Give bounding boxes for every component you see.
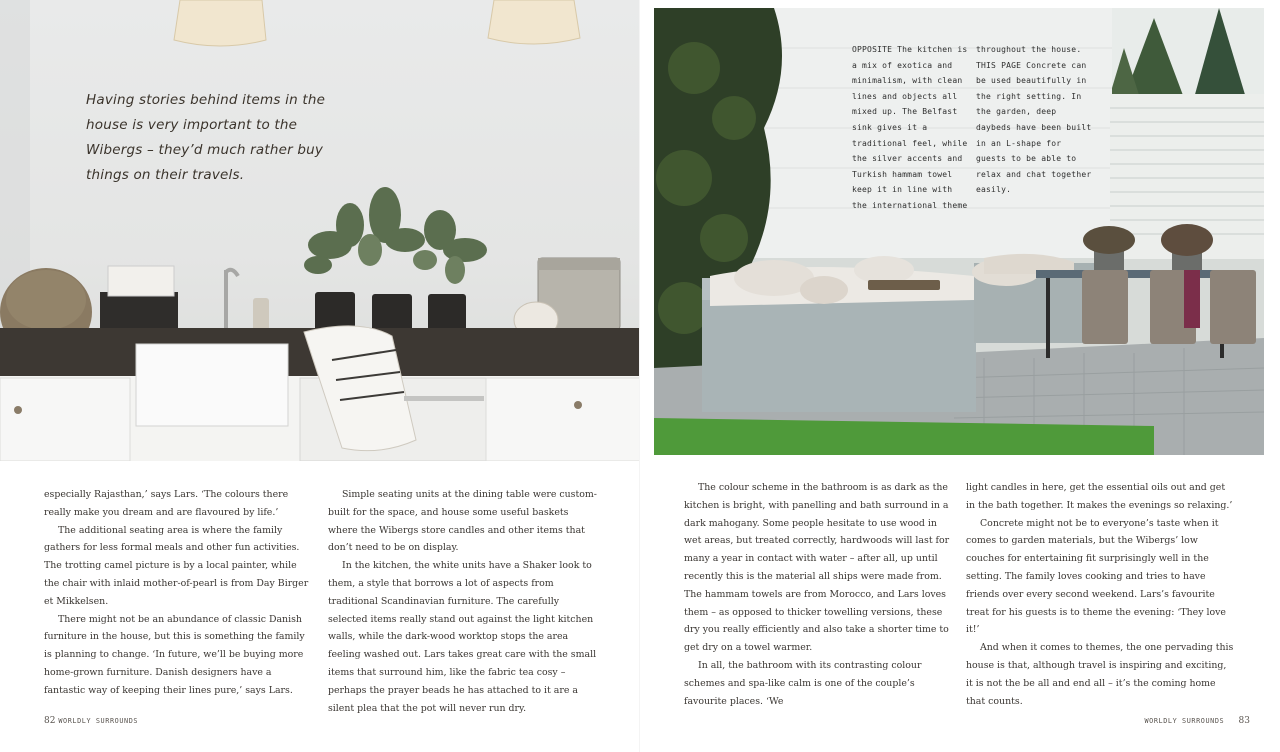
right-page — [640, 0, 1280, 752]
paragraph: especially Rajasthan,’ says Lars. ‘The colours there really make you dream and are flavoured by life.’ — [44, 489, 289, 518]
page-number: 83 — [1238, 716, 1250, 726]
right-folio — [1144, 716, 1250, 726]
paragraph: In the kitchen, the white units have a Shaker look to them, a style that borrows a lot of aspects from traditional Scandinavian furniture. The carefully selected items really stand out against the light kitchen walls, while the dark-wood worktop stops the area feeling washed out. Lars takes great care with the small items that surround him, like the fabric tea cosy – perhaps the prayer beads he has attached to it are a silent plea that the pot will never run dry. — [328, 560, 597, 714]
paragraph: Concrete might not be to everyone’s taste when it comes to garden materials, but the Wibergs’ low couches for entertaining fit surprisingly well in the setting. The family loves cooking and tries to have friends over every second weekend. Lars’s favourite treat for his guests is to theme the evening: ‘They love it!’ — [966, 517, 1226, 636]
left-folio — [44, 716, 138, 726]
left-page-column-2 — [328, 486, 598, 717]
section-name: WORLDLY SURROUNDS — [58, 717, 139, 725]
kitchen-illustration — [0, 0, 640, 461]
garden-photo — [654, 8, 1264, 455]
right-page-column-1 — [684, 479, 954, 710]
kitchen-photo — [0, 0, 640, 461]
paragraph: The additional seating area is where the family gathers for less formal meals and other fun activities. The trotting camel picture is by a local painter, while the chair with inlaid mother-of-pearl is from Day Birger et Mikkelsen. — [44, 524, 309, 607]
paragraph: Simple seating units at the dining table were custom-built for the space, and house some useful baskets where the Wibergs store candles and other items that don’t need to be on display. — [328, 489, 597, 554]
photo-caption: OPPOSITE The kitchen is a mix of exotica and minimalism, with clean lines and objects all mixed up. The Belfast sink gives it a traditional feel, while the silver accents and Turkish hammam towel keep it in line with the international theme throughout the house. THIS PAGE Concrete can be used beautifully in the right setting. In the garden, deep daybeds have been built in an L-shape for guests to be able to relax and chat together easily. — [852, 45, 1092, 210]
paragraph: The colour scheme in the bathroom is as dark as the kitchen is bright, with panelling and bath surround in a dark mahogany. Some people hesitate to use wood in wet areas, but treated correctly, hardwoods will last for many a year in contact with water – after all, up until recently this is the material all ships were made from. The hammam towels are from Morocco, and Lars loves them – as opposed to thicker towelling versions, these dry you really efficiently and also take a shorter time to get dry on a towel warmer. — [684, 482, 950, 654]
paragraph: There might not be an abundance of classic Danish furniture in the house, but this is something the family is planning to change. ‘In future, we’ll be buying more home-grown furniture. Danish designers have a fantastic way of keeping their lines pure,’ says Lars. — [44, 613, 305, 696]
page-number: 82 — [44, 716, 56, 726]
paragraph: In all, the bathroom with its contrasting colour schemes and spa-like calm is one of the couple’s favourite places. ‘We — [684, 659, 922, 707]
paragraph: light candles in here, get the essential oils out and get in the bath together. It makes the evenings so relaxing.’ — [966, 482, 1233, 511]
right-page-column-2 — [966, 479, 1236, 710]
paragraph: And when it comes to themes, the one pervading this house is that, although travel is inspiring and exciting, it is not the be all and end all – it’s the coming home that counts. — [966, 642, 1234, 707]
section-name: WORLDLY SURROUNDS — [1144, 717, 1225, 725]
left-page-column-1 — [44, 486, 314, 700]
pull-quote: Having stories behind items in the house is very important to the Wibergs – they’d much rather buy things on their travels. — [86, 92, 326, 183]
